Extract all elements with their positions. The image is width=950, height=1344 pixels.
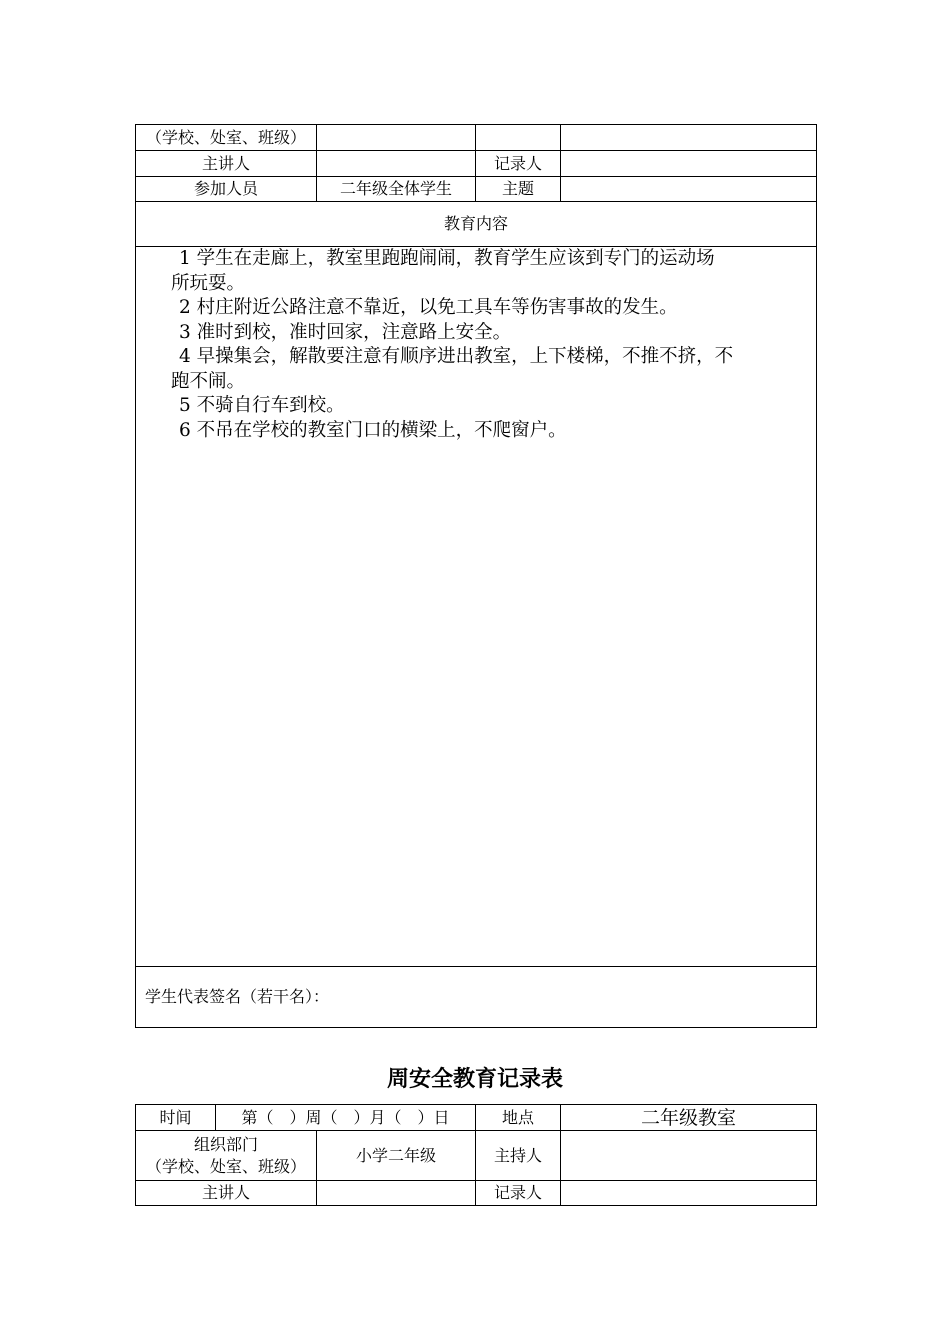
content-line: 5 不骑自行车到校。 <box>179 395 345 416</box>
content-line: 4 早操集会，解散要注意有顺序进出教室，上下楼梯，不推不挤，不 <box>179 346 734 367</box>
content-line: 所玩耍。 <box>171 272 246 294</box>
dept-label-line2: （学校、处室、班级） <box>145 1156 306 1176</box>
form-title: 周安全教育记录表 <box>386 1066 563 1092</box>
dept-value-cell[interactable] <box>317 125 476 151</box>
recorder-label: 记录人 <box>476 1181 561 1206</box>
speaker-label: 主讲人 <box>136 1181 317 1206</box>
content-line: 1 学生在走廊上，教室里跑跑闹闹，教育学生应该到专门的运动场 <box>179 248 715 269</box>
dept-label <box>136 1131 317 1181</box>
safety-record-table-2 <box>135 1104 817 1206</box>
host-value-cell[interactable] <box>561 125 817 151</box>
content-line: 跑不闹。 <box>171 370 246 392</box>
content-line: 3 准时到校，准时回家，注意路上安全。 <box>179 321 512 343</box>
speaker-value-cell[interactable] <box>317 151 476 177</box>
speaker-value-cell[interactable] <box>317 1181 476 1206</box>
recorder-label: 记录人 <box>476 151 561 177</box>
education-content <box>136 247 817 967</box>
time-label: 时间 <box>136 1105 216 1131</box>
signature-label: 学生代表签名（若干名）： <box>136 967 817 1028</box>
time-value: 第（ ）周（ ）月（ ）日 <box>216 1105 476 1131</box>
topic-label: 主题 <box>476 177 561 202</box>
safety-record-table-1 <box>135 124 817 1028</box>
participants-value: 二年级全体学生 <box>317 177 476 202</box>
recorder-value-cell[interactable] <box>561 151 817 177</box>
host-value-cell[interactable] <box>561 1131 817 1181</box>
content-header: 教育内容 <box>136 202 817 247</box>
place-label: 地点 <box>476 1105 561 1131</box>
place-value: 二年级教室 <box>561 1105 817 1131</box>
dept-label-cell: （学校、处室、班级） <box>136 125 317 151</box>
host-label: 主持人 <box>476 1131 561 1181</box>
participants-label: 参加人员 <box>136 177 317 202</box>
recorder-value-cell[interactable] <box>561 1181 817 1206</box>
speaker-label: 主讲人 <box>136 151 317 177</box>
dept-label-line1: 组织部门 <box>193 1134 258 1154</box>
topic-value-cell[interactable] <box>561 177 817 202</box>
dept-value: 小学二年级 <box>317 1131 476 1181</box>
content-line: 6 不吊在学校的教室门口的横梁上，不爬窗户。 <box>179 419 567 441</box>
host-label-cell <box>476 125 561 151</box>
content-line: 2 村庄附近公路注意不靠近，以免工具车等伤害事故的发生。 <box>179 297 678 318</box>
